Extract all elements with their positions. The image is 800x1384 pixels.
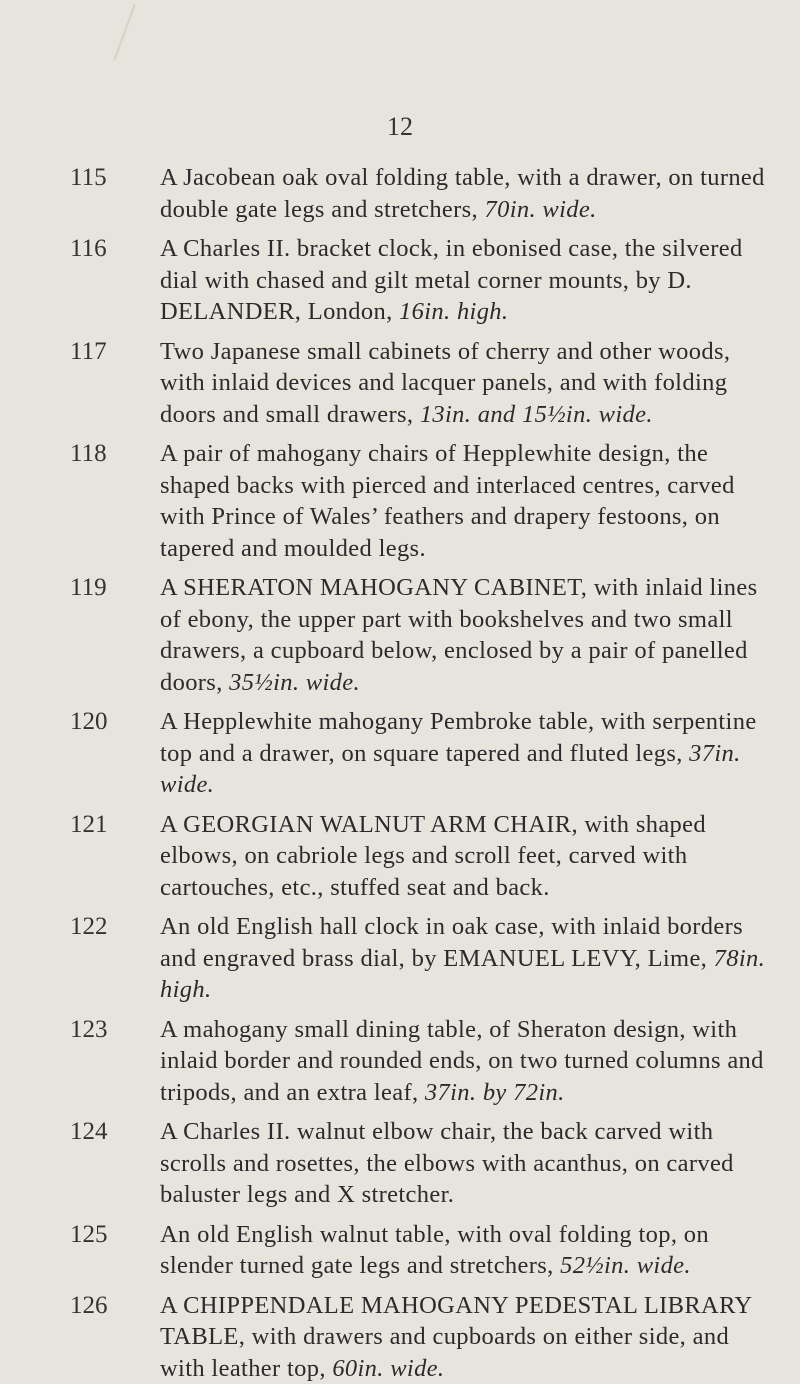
lot-text: A Hepplewhite mahogany Pembroke table, with serpentine top and a drawer, on square tapered and fluted legs, <box>160 708 757 767</box>
lot-dimensions: 37in. wide. <box>160 740 741 799</box>
lot-number: 117 <box>70 336 160 368</box>
lot-description <box>160 1014 768 1109</box>
lot-description <box>160 1290 768 1384</box>
lot-text: Two Japanese small cabinets of cherry and other woods, with inlaid devices and lacquer panels, and with folding doors and small drawers, <box>160 338 730 428</box>
lot-number: 120 <box>70 706 160 738</box>
lot-description <box>160 1116 768 1211</box>
lot-description <box>160 1219 768 1282</box>
lot-text: A SHERATON MAHOGANY CABINET, with inlaid lines of ebony, the upper part with bookshelves and two small drawers, a cupboard below, enclosed by a pair of panelled doors, <box>160 574 758 696</box>
lot-number: 119 <box>70 572 160 604</box>
lot-description <box>160 706 768 801</box>
lot-text: A GEORGIAN WALNUT ARM CHAIR, with shaped elbows, on cabriole legs and scroll feet, carved with cartouches, etc., stuffed seat and back. <box>160 811 706 901</box>
lot-number: 126 <box>70 1290 160 1322</box>
lot-number: 115 <box>70 162 160 194</box>
lot-dimensions: 60in. wide. <box>332 1355 444 1382</box>
lot-number: 116 <box>70 233 160 265</box>
lot-dimensions: 35½in. wide. <box>229 669 360 696</box>
lot-description <box>160 438 768 564</box>
lot-dimensions: 13in. and 15½in. wide. <box>420 401 653 428</box>
lot-text: A pair of mahogany chairs of Hepplewhite design, the shaped backs with pierced and interlaced centres, carved with Prince of Wales’ feathers and drapery festoons, on tapered and moulded legs. <box>160 440 735 562</box>
lot-description <box>160 233 768 328</box>
lot-number: 124 <box>70 1116 160 1148</box>
lot-text: A Jacobean oak oval folding table, with a drawer, on turned double gate legs and stretchers, <box>160 164 765 223</box>
lot-description <box>160 911 768 1006</box>
lot-dimensions: 37in. by 72in. <box>425 1079 565 1106</box>
lot-number: 122 <box>70 911 160 943</box>
lot-dimensions: 52½in. wide. <box>560 1252 691 1279</box>
lot-description <box>160 162 768 225</box>
lot-description <box>160 572 768 698</box>
lot-text: A Charles II. walnut elbow chair, the back carved with scrolls and rosettes, the elbows with acanthus, on carved baluster legs and X stretcher. <box>160 1118 734 1208</box>
lot-number: 125 <box>70 1219 160 1251</box>
lot-text: An old English hall clock in oak case, with inlaid borders and engraved brass dial, by EMANUEL LEVY, Lime, <box>160 913 743 972</box>
lot-number: 118 <box>70 438 160 470</box>
lot-text: A Charles II. bracket clock, in ebonised case, the silvered dial with chased and gilt metal corner mounts, by D. DELANDER, London, <box>160 235 743 325</box>
lot-dimensions: 78in. high. <box>160 945 765 1004</box>
lot-number: 121 <box>70 809 160 841</box>
lot-text: A mahogany small dining table, of Sheraton design, with inlaid border and rounded ends, on two turned columns and tripods, and an extra leaf, <box>160 1016 764 1106</box>
lot-description <box>160 336 768 431</box>
lot-dimensions: 70in. wide. <box>485 196 597 223</box>
page-number: 12 <box>0 112 800 142</box>
lot-text: An old English walnut table, with oval folding top, on slender turned gate legs and stretchers, <box>160 1221 709 1280</box>
lot-text: A CHIPPENDALE MAHOGANY PEDESTAL LIBRARY TABLE, with drawers and cupboards on either side, and with leather top, <box>160 1292 752 1382</box>
lot-description <box>160 809 768 904</box>
page-edge-mark <box>100 0 136 61</box>
lot-number: 123 <box>70 1014 160 1046</box>
lot-dimensions: 16in. high. <box>399 298 508 325</box>
